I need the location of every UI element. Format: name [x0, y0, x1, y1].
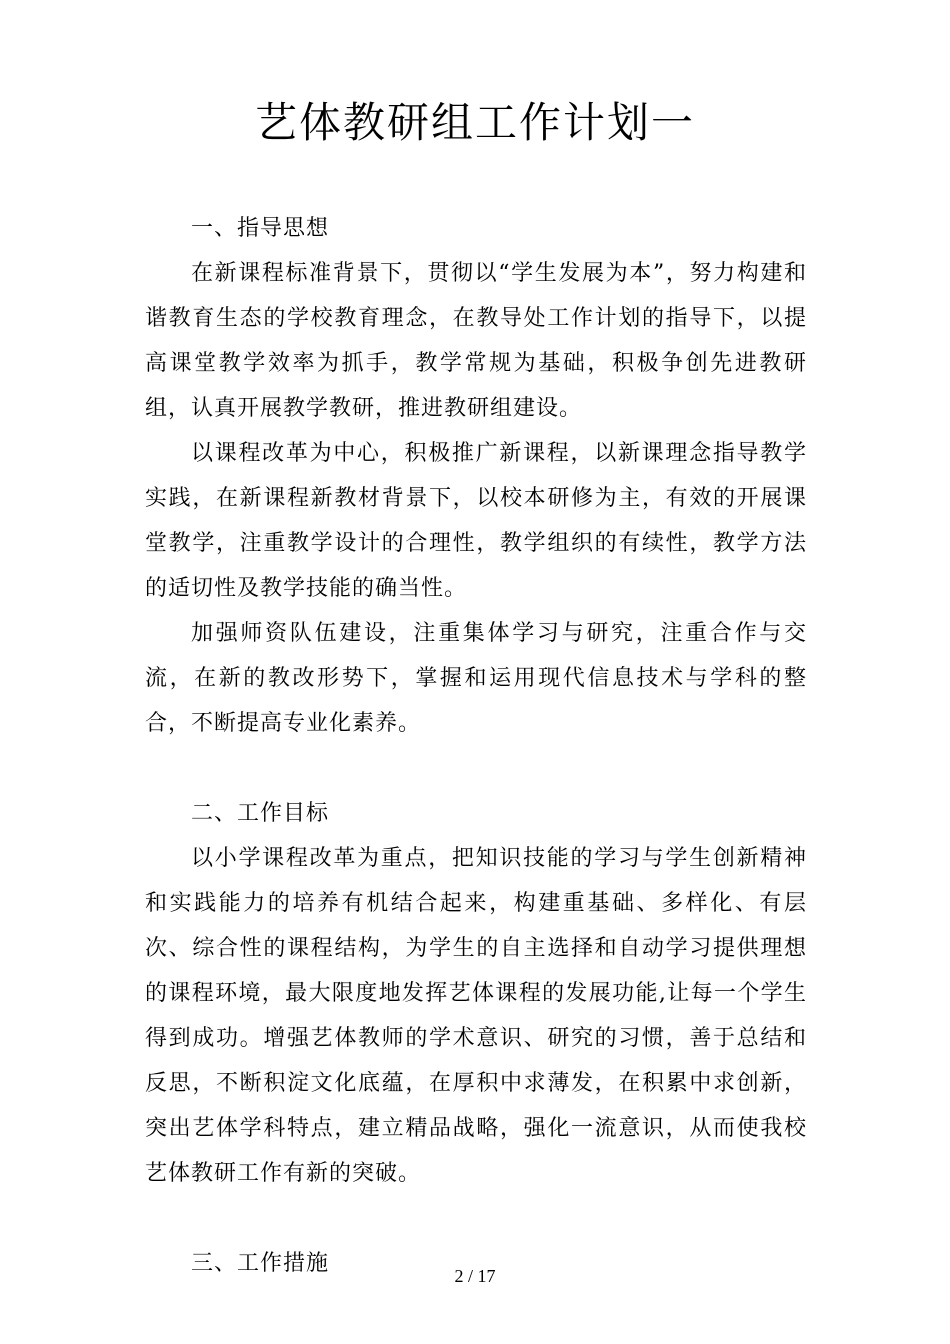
section-spacer: [145, 746, 807, 791]
section-heading-work-measures: 三、工作措施: [191, 1251, 330, 1276]
page-number: 2 / 17: [454, 1266, 496, 1286]
document-body: [145, 206, 807, 1286]
section-spacer: [145, 1196, 807, 1241]
section-heading-guiding-ideology: 一、指导思想: [191, 216, 330, 241]
paragraph: 在新课程标准背景下，贯彻以“学生发展为本”，努力构建和谐教育生态的学校教育理念，在教导处工作计划的指导下，以提高课堂教学效率为抓手，教学常规为基础，积极争创先进教研组，认真开展教学教研，推进教研组建设。: [145, 261, 807, 421]
document-title: 艺体教研组工作计划一: [254, 98, 695, 147]
paragraph: 以课程改革为中心，积极推广新课程，以新课理念指导教学实践，在新课程新教材背景下，以校本研修为主，有效的开展课堂教学，注重教学设计的合理性，教学组织的有续性，教学方法的适切性及教学技能的确当性。: [145, 441, 807, 601]
paragraph: 以小学课程改革为重点，把知识技能的学习与学生创新精神和实践能力的培养有机结合起来，构建重基础、多样化、有层次、综合性的课程结构，为学生的自主选择和自动学习提供理想的课程环境，最大限度地发挥艺体课程的发展功能,让每一个学生得到成功。增强艺体教师的学术意识、研究的习惯，善于总结和反思，不断积淀文化底蕴，在厚积中求薄发，在积累中求创新，突出艺体学科特点，建立精品战略，强化一流意识，从而使我校艺体教研工作有新的突破。: [145, 846, 807, 1186]
paragraph: 加强师资队伍建设，注重集体学习与研究，注重合作与交流，在新的教改形势下，掌握和运用现代信息技术与学科的整合，不断提高专业化素养。: [145, 621, 807, 736]
section-heading-work-goals: 二、工作目标: [191, 801, 330, 826]
